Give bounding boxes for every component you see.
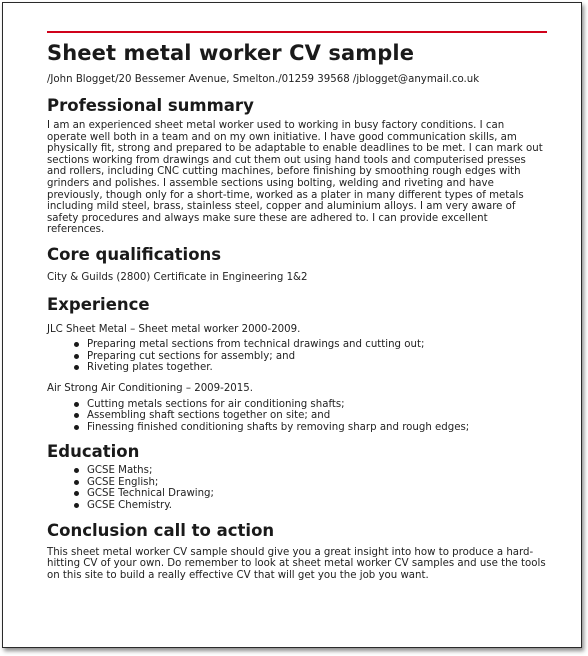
duty-list [47, 399, 547, 434]
summary-text: I am an experienced sheet metal worker used to working in busy factory conditions. I can operate well both in a team and on my own initiative. I have good communication skills, am physically fit, strong and prepared to be adaptable to enable deadlines to be met. I can mark out sections working from drawings and cut them out using hand tools and computerised presses and rollers, including CNC cutting machines, before finishing by smoothing rough edges with grinders and polishes. I assemble sections using bolting, welding and riveting and have previously, though only for a short-time, worked as a plater in many different types of metals including mild steel, brass, stainless steel, copper and aluminium alloys. I am very aware of safety procedures and always make sure these are adhered to. I can provide excellent references. [47, 120, 543, 236]
job-title: Air Strong Air Conditioning – 2009-2015. [47, 382, 253, 394]
section-heading: Education [47, 442, 140, 462]
section-heading: Professional summary [47, 96, 254, 115]
list-item: Preparing cut sections for assembly; and [87, 351, 547, 363]
section-conclusion [47, 521, 547, 582]
conclusion-text: This sheet metal worker CV sample should give you a great insight into how to produce a hard-hitting CV of your own. Do remember to look at sheet metal worker CV samples and use the tools on this site to build a really effective CV that will get you the job you want. [47, 546, 546, 581]
list-item: Riveting plates together. [87, 362, 547, 374]
duty-list [47, 339, 547, 374]
list-item: Assembling shaft sections together on site; and [87, 410, 547, 422]
section-heading: Conclusion call to action [47, 520, 275, 540]
section-core-qualifications [47, 245, 547, 284]
cv-content [47, 39, 547, 581]
list-item: GCSE Chemistry. [87, 500, 547, 512]
list-item: GCSE English; [87, 477, 547, 489]
list-item: Preparing metal sections from technical drawings and cutting out; [87, 339, 547, 351]
section-heading: Core qualifications [47, 244, 222, 264]
list-item: GCSE Maths; [87, 465, 547, 477]
education-list [47, 465, 547, 511]
list-item: Finessing finished conditioning shafts by removing sharp and rough edges; [87, 422, 547, 434]
section-heading: Experience [47, 294, 150, 314]
contact-line: /John Blogget/20 Bessemer Avenue, Smelton./01259 39568 /jblogget@anymail.co.uk [47, 74, 480, 85]
job-title: JLC Sheet Metal – Sheet metal worker 2000-2009. [47, 323, 301, 335]
section-professional-summary [47, 96, 547, 236]
cv-page [2, 2, 582, 648]
top-accent-line [47, 31, 547, 33]
section-experience [47, 295, 547, 434]
section-education [47, 442, 547, 511]
core-qualifications-text: City & Guilds (2800) Certificate in Engineering 1&2 [47, 271, 308, 283]
list-item: Cutting metals sections for air conditioning shafts; [87, 399, 547, 411]
cv-title: Sheet metal worker CV sample [47, 41, 415, 65]
list-item: GCSE Technical Drawing; [87, 488, 547, 500]
